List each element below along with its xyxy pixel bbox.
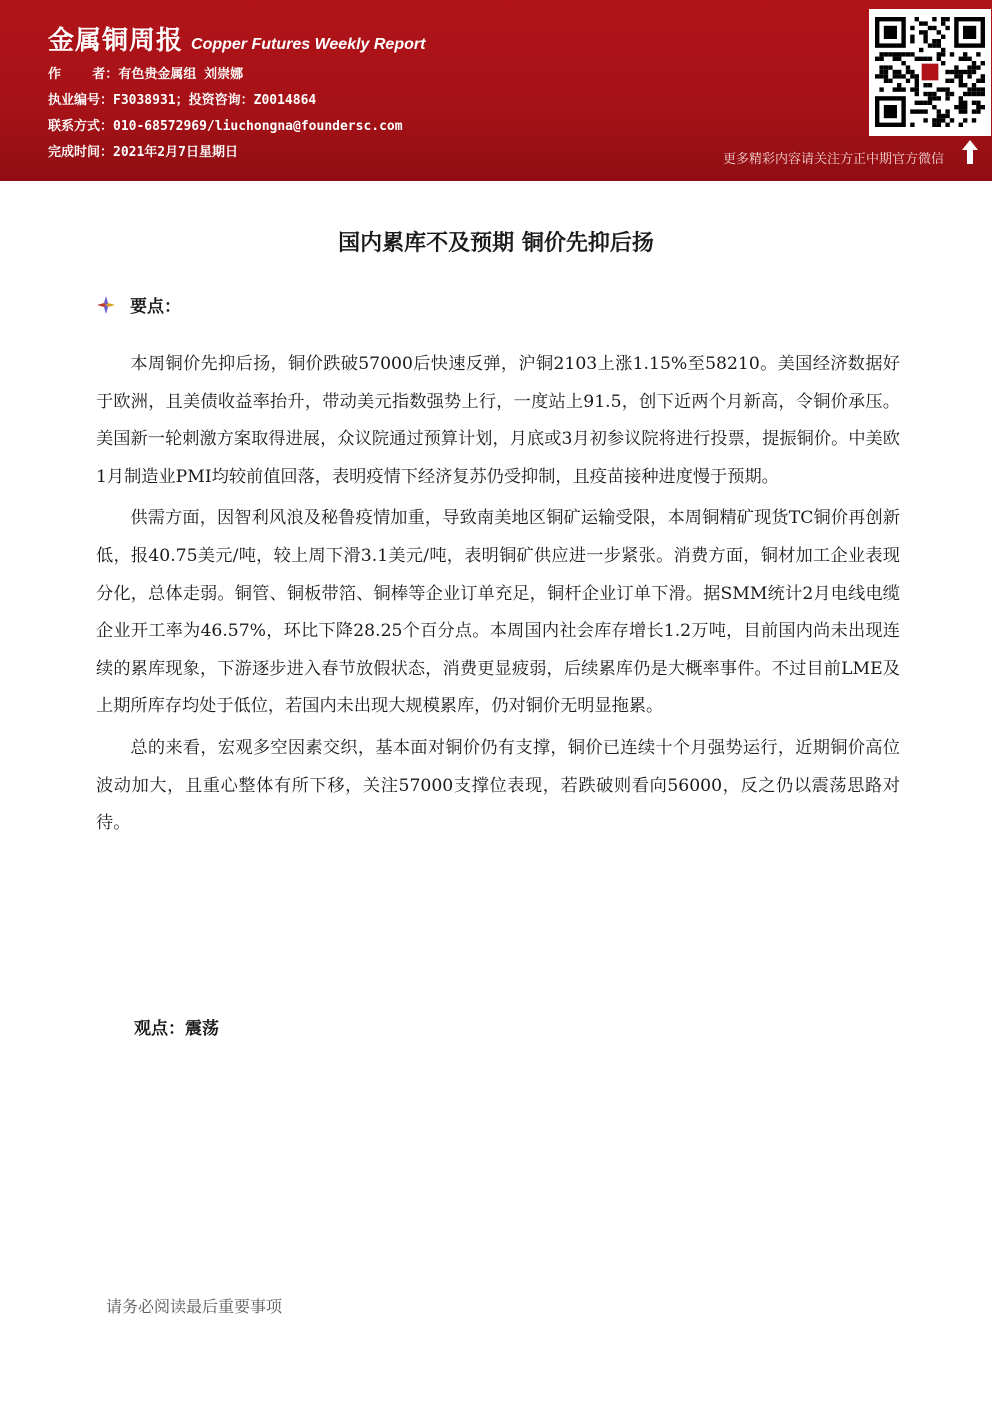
paragraph-2: 供需方面，因智利风浪及秘鲁疫情加重，导致南美地区铜矿运输受限，本周铜精矿现货TC铜价再创新低，报40.75美元/吨，较上周下滑3.1美元/吨，表明铜矿供应进一步紧张。消费方面，铜材加工企业表现分化，总体走弱。铜管、铜板带箔、铜棒等企业订单充足，铜杆企业订单下滑。据SMM统计2月电线电缆企业开工率为46.57%，环比下降28.25个百分点。本周国内社会库存增长1.2万吨，目前国内尚未出现连续的累库现象，下游逐步进入春节放假状态，消费更显疲弱，后续累库仍是大概率事件。不过目前LME及上期所库存均处于低位，若国内未出现大规模累库，仍对铜价无明显拖累。: [96, 508, 900, 717]
author-value: 有色贵金属组 刘崇娜: [118, 67, 244, 82]
up-arrow-icon[interactable]: [960, 138, 980, 166]
report-meta: [48, 62, 403, 166]
author-line: [48, 62, 403, 88]
paragraph-1: 本周铜价先抑后扬，铜价跌破57000后快速反弹，沪铜2103上涨1.15%至58210。美国经济数据好于欧洲，且美债收益率抬升，带动美元指数强势上行，一度站上91.5，创下近两个月新高，令铜价承压。美国新一轮刺激方案取得进展，众议院通过预算计划，月底或3月初参议院将进行投票，提振铜价。中美欧1月制造业PMI均较前值回落，表明疫情下经济复苏仍受抑制，且疫苗接种进度慢于预期。: [96, 354, 900, 487]
follow-note: 更多精彩内容请关注方正中期官方微信: [722, 152, 944, 167]
article-body: [96, 346, 900, 847]
compass-bullet-icon: [96, 295, 116, 315]
date-line: 完成时间：2021年2月7日星期日: [48, 145, 238, 160]
qr-code-graphic: [869, 9, 991, 136]
report-title-block: [48, 20, 425, 57]
key-points-label: 要点：: [130, 297, 181, 317]
qr-code-icon[interactable]: [869, 9, 991, 136]
key-points-heading: [96, 292, 181, 317]
disclaimer-note[interactable]: 请务必阅读最后重要事项: [106, 1297, 283, 1316]
author-label: 作 者：: [48, 67, 119, 82]
article-title: 国内累库不及预期 铜价先抑后扬: [338, 231, 654, 256]
license-line: 执业编号：F3038931；投资咨询：Z0014864: [48, 93, 317, 108]
view-conclusion: 观点：震荡: [134, 1019, 219, 1039]
report-title-cn: 金属铜周报: [48, 26, 184, 56]
report-header: [0, 0, 992, 181]
contact-line: 联系方式：010-68572969/liuchongna@foundersc.com: [48, 119, 403, 134]
paragraph-3: 总的来看，宏观多空因素交织，基本面对铜价仍有支撑，铜价已连续十个月强势运行，近期铜价高位波动加大，且重心整体有所下移，关注57000支撑位表现，若跌破则看向56000，反之仍以震荡思路对待。: [96, 737, 900, 834]
report-title-en: Copper Futures Weekly Report: [191, 36, 426, 53]
